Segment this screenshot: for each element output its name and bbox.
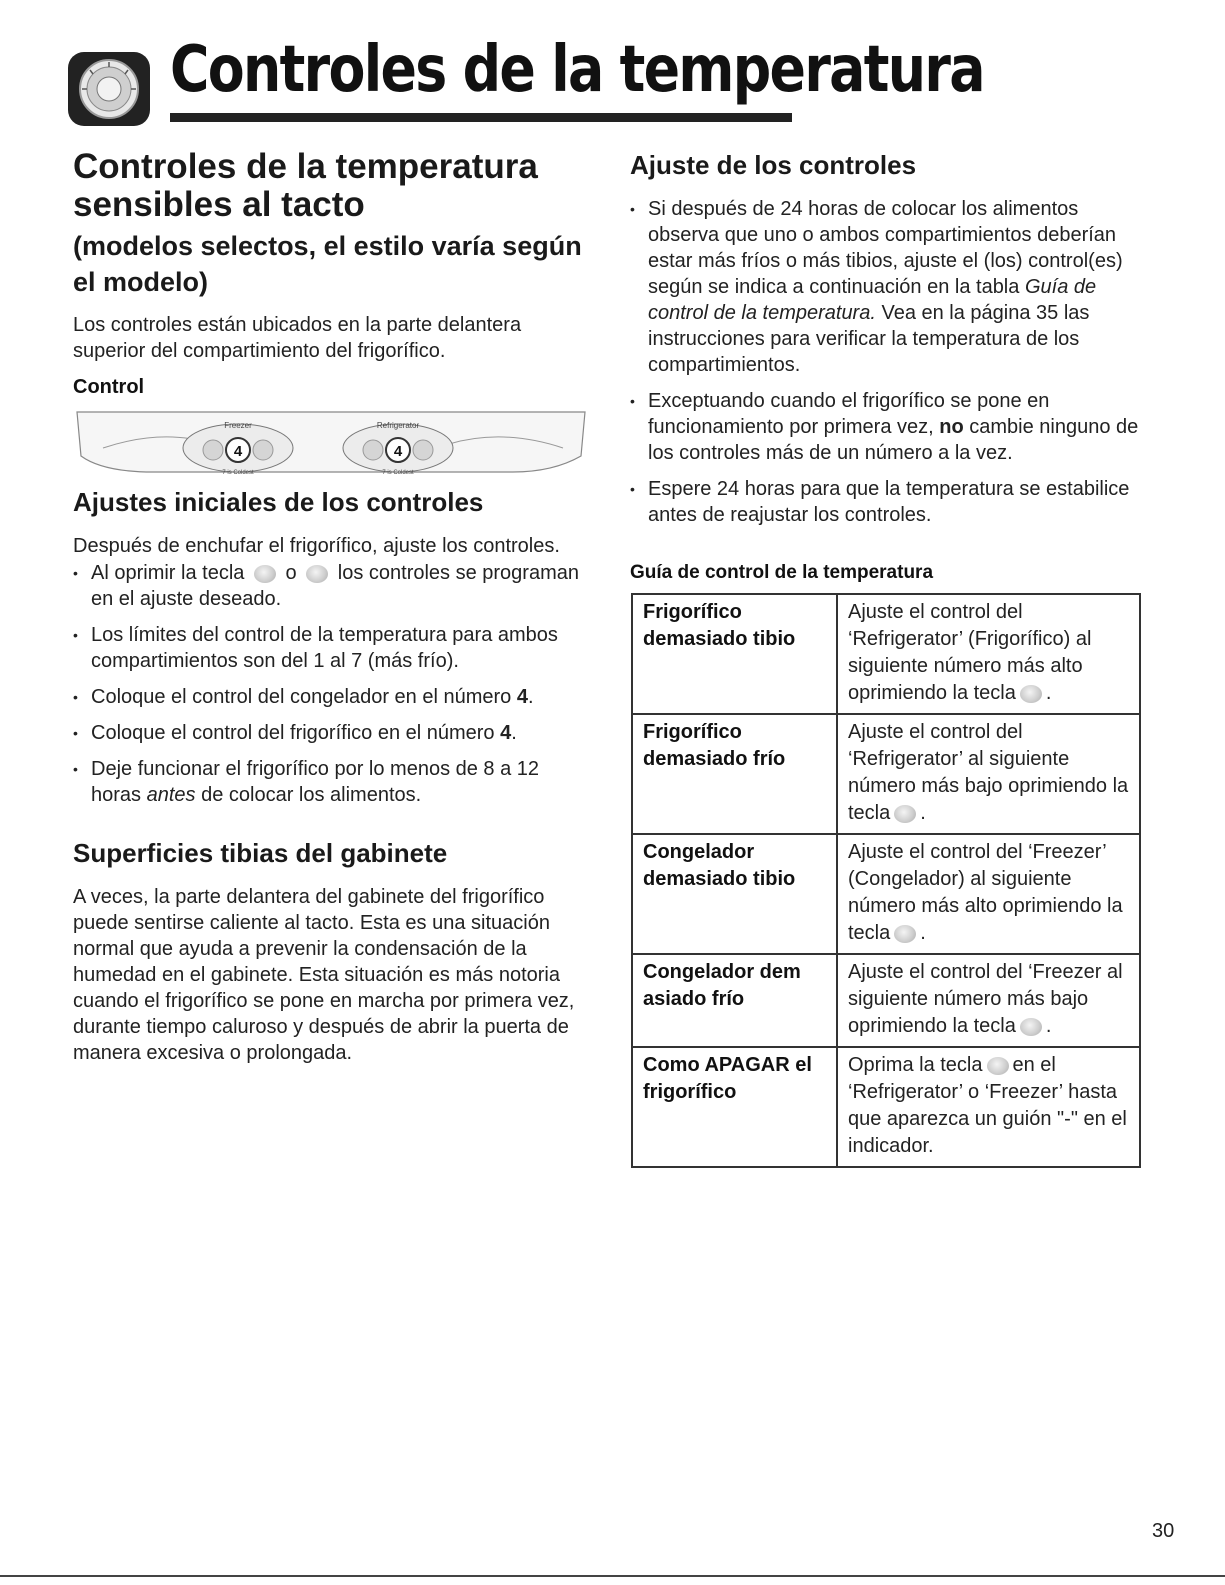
page-header-title: Controles de la temperatura [170,33,984,107]
table-cell-action [837,594,1140,714]
table-cell-condition: Frigorífico demasiado tibio [632,594,837,714]
up-key-icon [1020,685,1042,703]
bullet-text: Coloque el control del frigorífico en el número [91,722,495,744]
table-cell-action [837,714,1140,834]
bullet-emphasis: Guía de control de la temperatura. [648,276,1097,324]
bullet-text: Coloque el control del congelador en el número [91,686,512,708]
section-title: Controles de la temperatura sensibles al tacto [73,147,538,224]
control-panel-illustration [73,408,589,482]
bullet-bold: no [939,416,964,438]
dial-icon [66,50,152,128]
initial-settings-list [73,560,593,818]
list-item [73,560,593,612]
control-label: Control [73,376,145,398]
list-item [73,756,593,808]
guide-table-title: Guía de control de la temperatura [630,562,934,583]
bottom-rule [0,1575,1225,1577]
down-key-icon [894,805,916,823]
bullet-text: Exceptuando cuando el frigorífico se pone en funcionamiento por primera vez, [648,390,1050,438]
action-text: Oprima la tecla [848,1054,983,1076]
action-text: en el ‘Refrigerator’ o ‘Freezer’ hasta que aparezca un guión "-" en el indicador. [848,1054,1127,1157]
warm-surfaces-heading: Superficies tibias del gabinete [73,838,448,868]
bullet-text: Si después de 24 horas de colocar los alimentos observa que uno o ambos compartimientos deberían estar más fríos o más tibios, ajuste el (los) control(es) según se indica a continuación en la tabla [648,198,1123,298]
down-key-icon [254,565,276,583]
bullet-number: 4 [516,686,528,708]
page-number: 30 [1152,1520,1175,1542]
table-row [632,594,1140,714]
refrigerator-label: Refrigerator [376,421,420,430]
action-text: . [1045,1015,1052,1037]
initial-settings-heading: Ajustes iniciales de los controles [73,487,484,517]
bullet-text: Al oprimir la tecla [91,562,245,584]
list-item [73,684,593,710]
refrigerator-value: 4 [393,443,403,460]
refrigerator-caption: 7 is Coldest [382,470,414,476]
up-key-icon [306,565,328,583]
bullet-text: . [527,686,534,708]
down-key-icon [1020,1018,1042,1036]
bullet-text: Vea en la página 35 las instrucciones para verificar la temperatura de los compartimientos. [648,302,1090,376]
table-cell-condition: Congelador demasiado tibio [632,834,837,954]
bullet-text: los controles se programan en el ajuste deseado. [91,562,579,610]
bullet-text: de colocar los alimentos. [201,784,422,806]
freezer-label: Freezer [224,421,252,430]
action-text: Ajuste el control del ‘Freezer al siguiente número más bajo oprimiendo la tecla [848,961,1123,1037]
bullet-text: o [285,562,297,584]
list-item: • Espere 24 horas para que la temperatura se estabilice antes de reajustar los controles. [630,476,1140,528]
section-subtitle: (modelos selectos, el estilo varía según el modelo) [73,231,582,297]
bullet-text: . [511,722,517,744]
header-rule [170,113,792,122]
freezer-value: 4 [233,443,243,460]
temperature-guide-table [631,593,1141,1168]
action-text: Ajuste el control del ‘Refrigerator’ al siguiente número más bajo oprimiendo la tecla [848,721,1129,824]
down-key-icon [987,1057,1009,1075]
table-row [632,714,1140,834]
table-row [632,1047,1140,1167]
up-key-icon [894,925,916,943]
list-item [73,720,593,746]
table-cell-condition: Frigorífico demasiado frío [632,714,837,834]
action-text: . [920,922,926,944]
action-text: . [920,802,926,824]
freezer-caption: 7 is Coldest [222,470,254,476]
adjust-controls-heading: Ajuste de los controles [630,150,917,180]
bullet-number: 4 [500,722,512,744]
table-cell-condition: Congelador dem asiado frío [632,954,837,1047]
bullet-text: Deje funcionar el frigorífico por lo menos de 8 a 12 horas [91,758,540,806]
adjust-controls-list [630,196,1140,538]
list-item: • Los límites del control de la temperatura para ambos compartimientos son del 1 al 7 (más frío). [73,622,593,674]
table-cell-action [837,1047,1140,1167]
action-text: Ajuste el control del ‘Freezer’ (Congelador) al siguiente número más alto oprimiendo la tecla [848,841,1123,944]
bullet-text: cambie ninguno de los controles más de un número a la vez. [648,416,1139,464]
table-row [632,954,1140,1047]
list-item [630,388,1140,466]
initial-settings-intro: Después de enchufar el frigorífico, ajuste los controles. [73,535,560,557]
warm-surfaces-paragraph: A veces, la parte delantera del gabinete del frigorífico puede sentirse caliente al tacto. Esta es una situación normal que ayuda a prevenir la condensación de la humedad en el gabinete. Esta situación es más notoria cuando el frigorífico se pone en marcha por primera vez, durante tiempo caluroso y después de abrir la puerta de manera excesiva o prolongada. [73,886,575,1064]
intro-paragraph: Los controles están ubicados en la parte delantera superior del compartimiento del frigorífico. [73,314,522,362]
table-cell-action [837,834,1140,954]
list-item [630,196,1140,378]
table-cell-action [837,954,1140,1047]
action-text: Ajuste el control del ‘Refrigerator’ (Frigorífico) al siguiente número más alto oprimiendo la tecla [848,601,1092,704]
table-cell-condition: Como APAGAR el frigorífico [632,1047,837,1167]
action-text: . [1045,682,1052,704]
table-row [632,834,1140,954]
bullet-emphasis: antes [146,784,196,806]
